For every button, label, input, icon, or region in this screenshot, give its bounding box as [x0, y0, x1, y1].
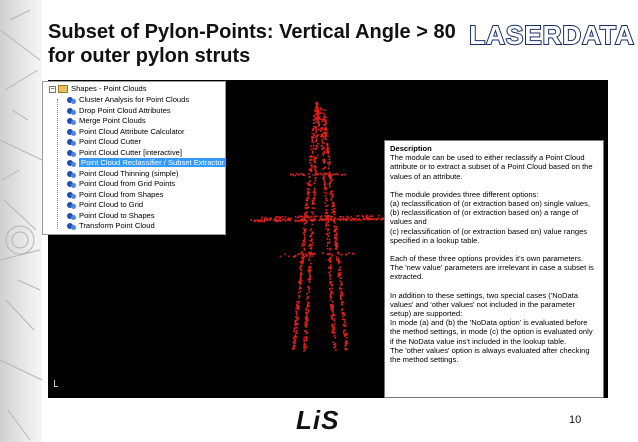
collapse-icon[interactable]: −: [50, 85, 55, 93]
book-icon: [58, 85, 68, 93]
module-gear-icon: [67, 201, 76, 209]
tree-item[interactable]: [67, 169, 178, 180]
slide-title: [48, 20, 468, 68]
description-paragraph-3: Each of these three options provides it's own parameters. The 'new value' parameters are irrelevant in case a subset is extracted.: [390, 254, 594, 282]
slide-title-line-1: Subset of Pylon-Points: Vertical Angle > 80: [48, 21, 456, 43]
tree-item-label: Point Cloud Cutter: [79, 137, 142, 146]
module-gear-icon: [67, 117, 76, 125]
slide-title-line-2: for outer pylon struts: [48, 45, 251, 67]
module-gear-icon: [67, 107, 76, 115]
tree-connector-line: [57, 99, 59, 229]
tree-item-label: Point Cloud to Shapes: [79, 210, 155, 220]
tree-item[interactable]: [67, 190, 163, 201]
tree-item-label: Point Cloud Attribute Calculator: [79, 126, 185, 136]
tree-item[interactable]: [67, 148, 182, 159]
tree-item[interactable]: [67, 200, 143, 211]
tree-root-shapes-point-clouds[interactable]: [49, 84, 147, 95]
tree-item-label: Point Cloud Cutter [interactive]: [79, 147, 182, 157]
tree-item[interactable]: [67, 95, 189, 106]
tree-item[interactable]: [67, 137, 141, 148]
tree-item[interactable]: [67, 221, 155, 232]
module-gear-icon: [67, 170, 76, 178]
tree-item[interactable]: [67, 211, 155, 222]
tree-item[interactable]: [67, 179, 175, 190]
tree-item[interactable]: [67, 127, 185, 138]
tree-item[interactable]: [67, 106, 171, 117]
tree-item-label: Point Cloud Reclassifier / Subset Extractor: [81, 158, 225, 167]
tree-item-label: Point Cloud to Grid: [79, 200, 144, 209]
tree-item[interactable]: [67, 116, 146, 127]
tree-item-label: Merge Point Clouds: [79, 116, 146, 125]
lis-footer-logo: LiS: [296, 405, 340, 435]
tree-item-label: Point Cloud from Shapes: [79, 189, 164, 199]
module-description-panel: [384, 140, 604, 398]
module-gear-icon: [67, 180, 76, 188]
laserdata-logo: [469, 14, 635, 54]
tree-root-label: Shapes - Point Clouds: [71, 84, 147, 93]
tree-item-label: Point Cloud Thinning (simple): [79, 168, 179, 178]
tree-item-label: Point Cloud from Grid Points: [79, 179, 176, 188]
description-heading: Description: [390, 144, 432, 153]
module-gear-icon: [67, 159, 76, 167]
tree-item-label: Cluster Analysis for Point Clouds: [79, 95, 190, 104]
module-tree-panel[interactable]: [42, 81, 226, 235]
module-gear-icon: [67, 191, 76, 199]
tree-item[interactable]: [67, 158, 226, 169]
page-number: 10: [569, 414, 582, 426]
laserdata-logo-text: LASERDATA: [469, 20, 635, 50]
module-gear-icon: [67, 128, 76, 136]
description-paragraph-4: In addition to these settings, two special cases ('NoData values' and 'other values' not included in the parameter setup) are supported: In mode (a) and (b) the 'NoData option' is evaluated before the method settings, in mode (c) the option is evaluated only if the NoData value ins't included in the lookup table. The 'other values' option is always evaluated after checking the method settings.: [390, 290, 593, 365]
module-gear-icon: [67, 149, 76, 157]
module-gear-icon: [67, 212, 76, 220]
description-paragraph-1: The module can be used to either reclassify a Point Cloud attribute or to extract a subset of a Point Cloud based on the values of an attribute.: [390, 153, 593, 181]
module-gear-icon: [67, 222, 76, 230]
tree-item-label: Drop Point Cloud Attributes: [79, 105, 171, 115]
module-gear-icon: [67, 96, 76, 104]
module-gear-icon: [67, 138, 76, 146]
city-map-decoration: [0, 0, 42, 442]
description-paragraph-2: The module provides three different options: (a) reclassification of (or extraction based on) single values, (b) reclassification of (or extraction based on) a range of values and (c) reclassification of (or extraction based on) value ranges specified in a lookup table.: [390, 189, 591, 245]
tree-item-label: Transform Point Cloud: [79, 221, 155, 230]
decorative-side-band: [0, 0, 42, 442]
